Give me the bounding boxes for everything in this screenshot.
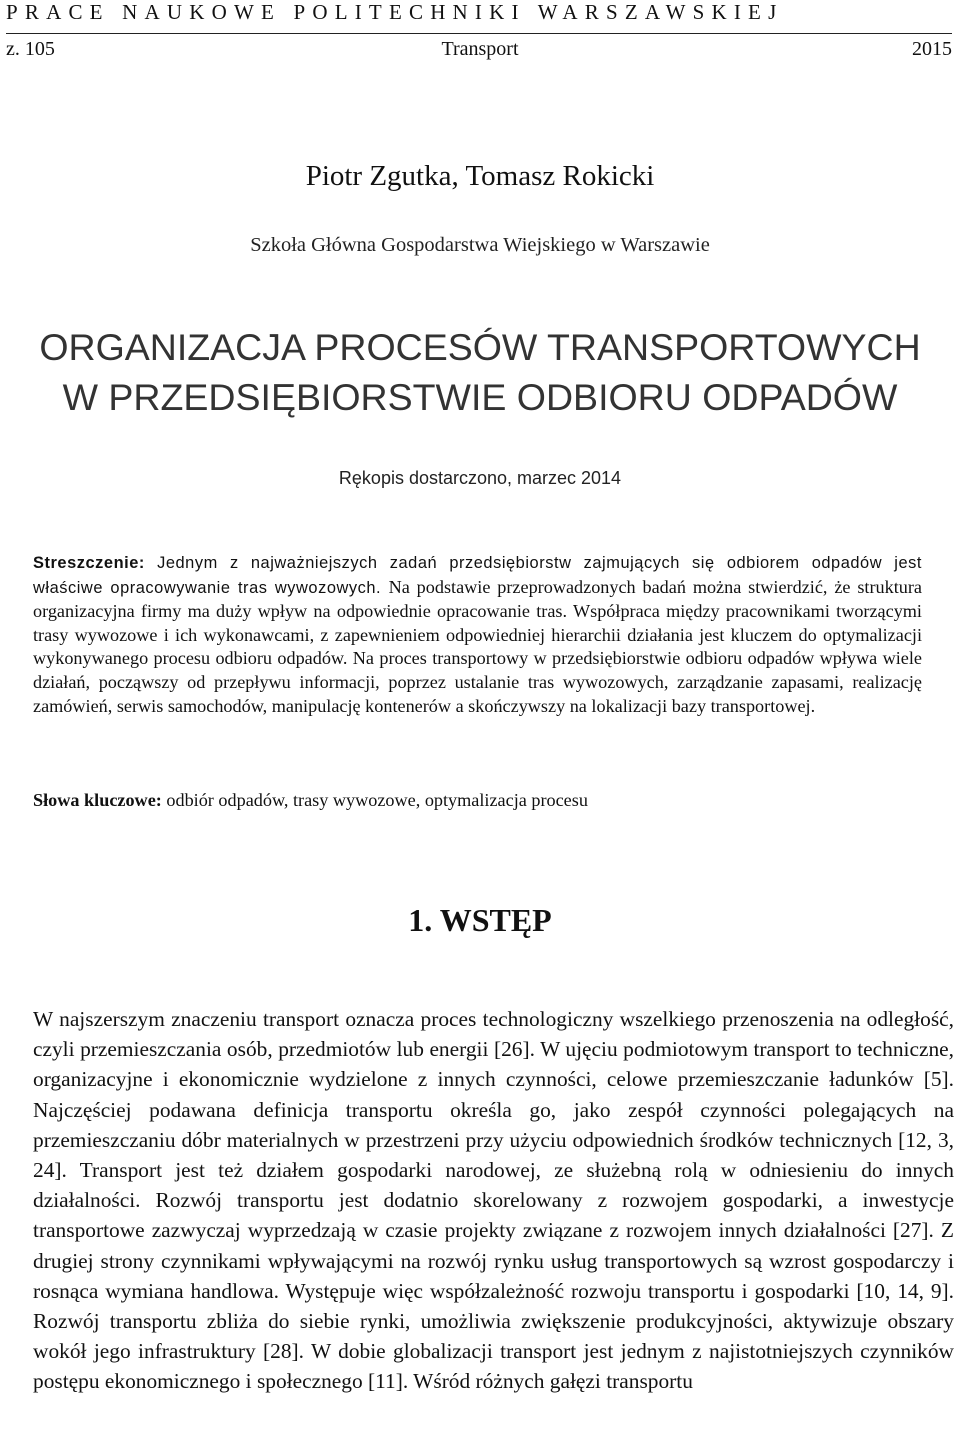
journal-section: Transport [441, 38, 519, 60]
abstract-text-1: Jednym z najważniejszych zadań przedsiębiorstw zajmujących się odbiorem odpadów jest właściwe opracowywanie tras wywozowych. [33, 554, 922, 597]
affiliation: Szkoła Główna Gospodarstwa Wiejskiego w Warszawie [250, 234, 710, 256]
authors: Piotr Zgutka, Tomasz Rokicki [305, 160, 655, 192]
abstract-text-3: Współpraca między pracownikami tworzącymi trasy wywozowe i ich wykonawcami, z zapewnieniem odpowiedniej hierarchii działania jest kluczem do optymalizacji wykonywanego procesu odbioru odpadów. Na proces transportowy w przedsiębiorstwie odbioru odpadów wpływa wiele działań, począwszy od przepływu informacji, poprzez ustalanie tras wywozowych, zarządzanie zapasami, realizację zamówień, serwis samochodów, manipulację kontenerów a skończywszy na lokalizacji bazy transportowej. [33, 601, 922, 716]
header-rule [6, 33, 952, 34]
keywords [33, 790, 922, 811]
issue-number: z. 105 [6, 38, 55, 60]
abstract-label: Streszczenie: [33, 554, 145, 572]
keywords-label: Słowa kluczowe: [33, 790, 162, 810]
abstract [33, 551, 922, 718]
abstract-text-2: Na podstawie przeprowadzonych badań można stwierdzić, że struktura organizacyjna firmy ma duży wpływ na odpowiednie opracowanie tras. [33, 576, 922, 622]
journal-series-title: PRACE NAUKOWE POLITECHNIKI WARSZAWSKIEJ [6, 0, 784, 24]
received-date: Rękopis dostarczono, marzec 2014 [338, 468, 622, 488]
publication-year: 2015 [912, 38, 952, 60]
paper-title-line-1: ORGANIZACJA PROCESÓW TRANSPORTOWYCH [39, 326, 921, 368]
keywords-text: odbiór odpadów, trasy wywozowe, optymalizacja procesu [161, 790, 588, 810]
paper-title [0, 322, 960, 422]
body-text [33, 1004, 954, 1397]
section-heading: 1. WSTĘP [408, 902, 552, 938]
paper-title-line-2: W PRZEDSIĘBIORSTWIE ODBIORU ODPADÓW [62, 376, 898, 418]
body-paragraph: W najszerszym znaczeniu transport oznacza proces technologiczny wszelkiego przenoszenia na odległość, czyli przemieszczania osób, przedmiotów lub energii [26]. W ujęciu podmiotowym transport to techniczne, organizacyjne i ekonomicznie wydzielone z innych czynności, celowe przemieszczanie ładunków [5]. Najczęściej podawana definicja transportu określa go, jako zespół czynności polegających na przemieszczaniu dóbr materialnych w przestrzeni przy użyciu odpowiednich środków technicznych [12, 3, 24]. Transport jest też działem gospodarki narodowej, ze służebną rolą w odniesieniu do innych działalności. Rozwój transportu jest dodatnio skorelowany z rozwojem gospodarki, a inwestycje transportowe zazwyczaj wyprzedzają w czasie projekty związane z rozwojem innych działalności [27]. Z drugiej strony czynnikami wpływającymi na rozwój rynku usług transportowych są wzrost gospodarczy i rosnąca wymiana handlowa. Występuje więc współzależność rozwoju transportu i gospodarki [10, 14, 9]. Rozwój transportu zbliża do siebie rynki, umożliwia zwiększenie produkcyjności, aktywizuje obszary wokół jego infrastruktury [28]. W dobie globalizacji transport jest jednym z najistotniejszych czynników postępu ekonomicznego i społecznego [11]. Wśród różnych gałęzi transportu [33, 1007, 954, 1394]
